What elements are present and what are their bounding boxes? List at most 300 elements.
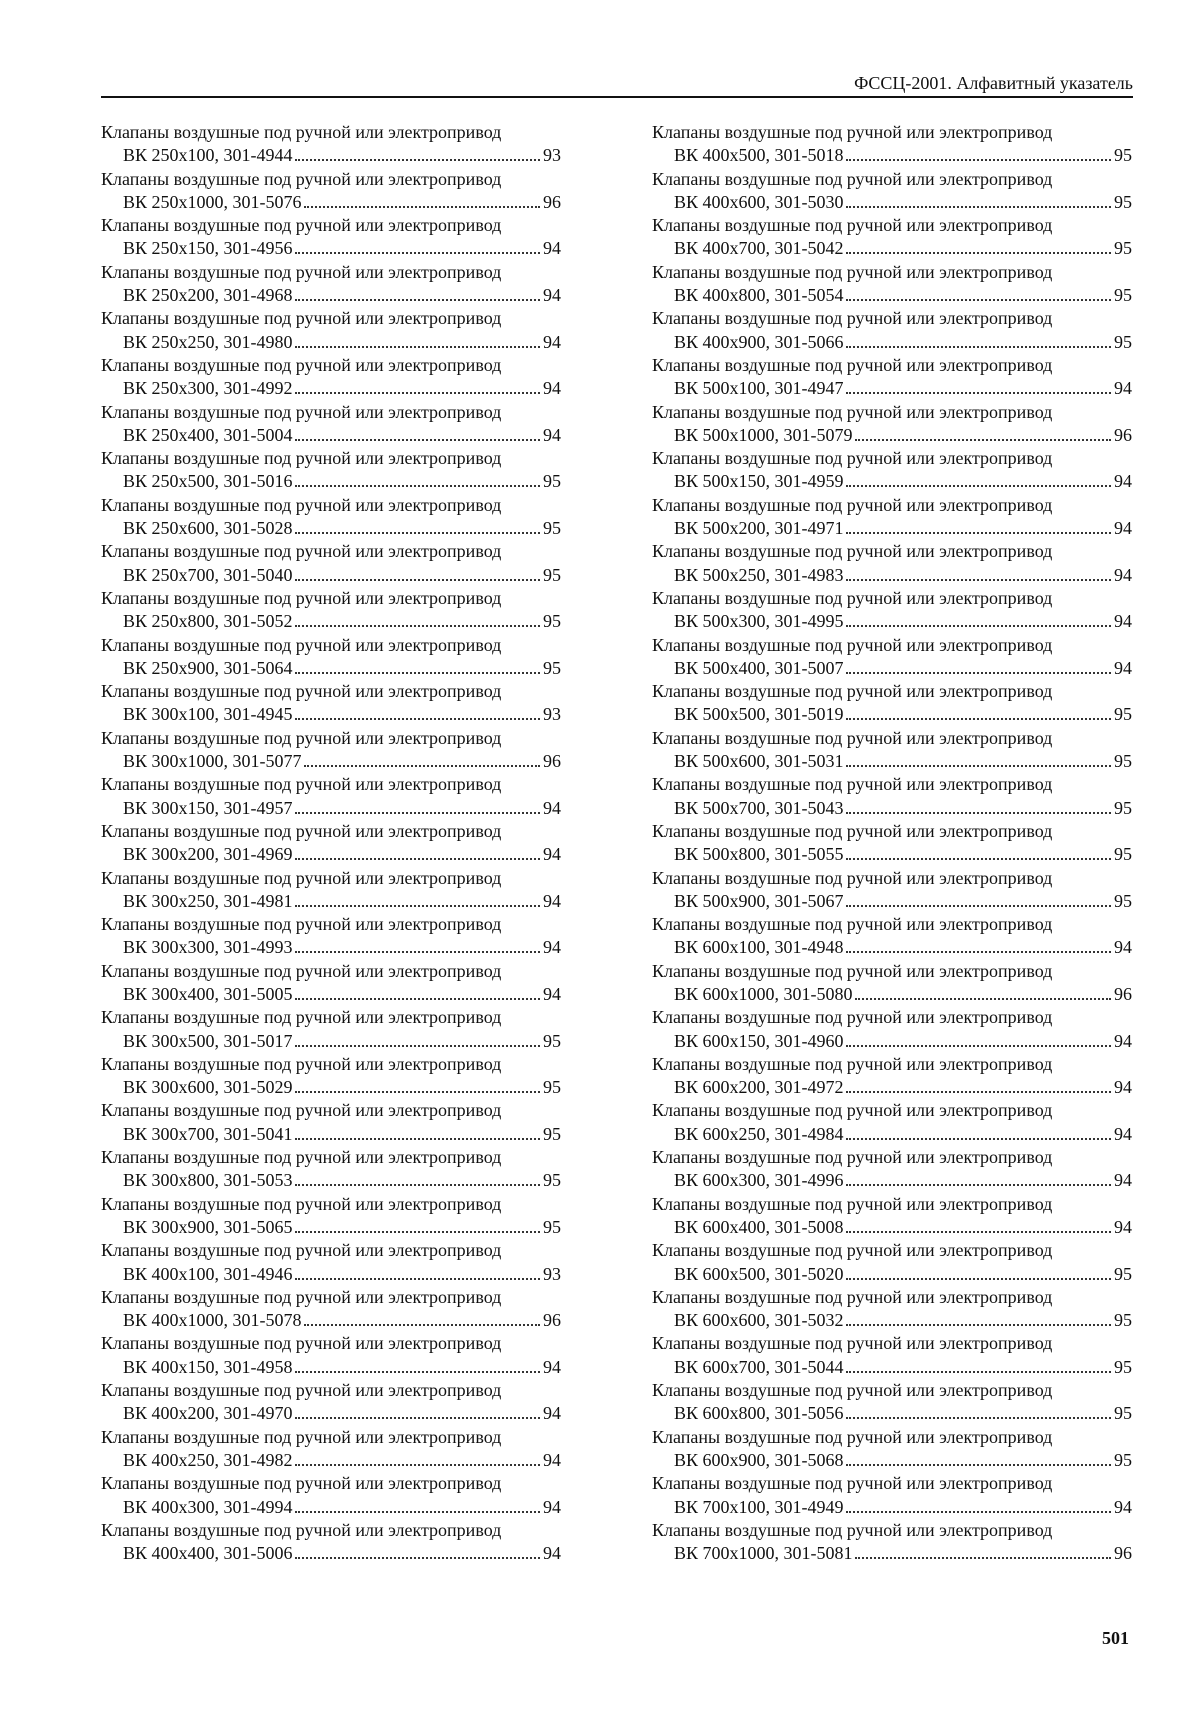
entry-code: ВК 300х1000, 301-5077 — [123, 751, 302, 772]
entry-name: Клапаны воздушные под ручной или электропривод — [652, 1333, 1053, 1354]
entry-page-ref: 95 — [1114, 191, 1132, 212]
entry-code: ВК 500х900, 301-5067 — [674, 890, 844, 911]
entry-reference-line — [652, 703, 1132, 726]
dot-leader — [295, 532, 540, 534]
entry-reference-line — [101, 144, 561, 167]
dot-leader — [846, 625, 1111, 627]
entry-name: Клапаны воздушные под ручной или электропривод — [101, 1007, 502, 1028]
entry-reference-line — [652, 1076, 1132, 1099]
entry-page-ref: 95 — [543, 1077, 561, 1098]
entry-reference-line — [101, 1449, 561, 1472]
entry-code: ВК 250х500, 301-5016 — [123, 471, 293, 492]
entry-code: ВК 400х500, 301-5018 — [674, 145, 844, 166]
entry-page-ref: 94 — [543, 890, 561, 911]
dot-leader — [846, 392, 1111, 394]
index-entry — [652, 121, 1132, 168]
entry-name: Клапаны воздушные под ручной или электропривод — [101, 867, 502, 888]
entry-page-ref: 94 — [1114, 1170, 1132, 1191]
entry-name: Клапаны воздушные под ручной или электропривод — [652, 1240, 1053, 1261]
entry-reference-line — [101, 1076, 561, 1099]
index-entry — [652, 540, 1132, 587]
index-entry — [101, 634, 561, 681]
index-entry — [652, 960, 1132, 1007]
entry-reference-line — [652, 564, 1132, 587]
index-entry — [652, 401, 1132, 448]
entry-page-ref: 95 — [543, 1216, 561, 1237]
entry-code: ВК 500х150, 301-4959 — [674, 471, 844, 492]
index-entry — [652, 773, 1132, 820]
entry-reference-line — [652, 237, 1132, 260]
index-entry — [652, 214, 1132, 261]
entry-code: ВК 250х300, 301-4992 — [123, 378, 293, 399]
entry-page-ref: 96 — [1114, 1543, 1132, 1564]
entry-reference-line — [652, 610, 1132, 633]
entry-page-ref: 94 — [543, 285, 561, 306]
entry-code: ВК 400х600, 301-5030 — [674, 191, 844, 212]
entry-name: Клапаны воздушные под ручной или электропривод — [101, 1240, 502, 1261]
entry-page-ref: 93 — [543, 1263, 561, 1284]
entry-reference-line — [101, 1169, 561, 1192]
dot-leader — [295, 672, 540, 674]
index-entry — [101, 680, 561, 727]
entry-name: Клапаны воздушные под ручной или электропривод — [101, 1380, 502, 1401]
entry-page-ref: 95 — [543, 1123, 561, 1144]
entry-code: ВК 600х800, 301-5056 — [674, 1403, 844, 1424]
dot-leader — [846, 1371, 1111, 1373]
entry-reference-line — [101, 890, 561, 913]
entry-page-ref: 94 — [543, 331, 561, 352]
index-entry — [652, 913, 1132, 960]
index-entry — [652, 1472, 1132, 1519]
entry-name: Клапаны воздушные под ручной или электропривод — [101, 634, 502, 655]
entry-code: ВК 300х300, 301-4993 — [123, 937, 293, 958]
index-entry — [652, 1193, 1132, 1240]
index-entry — [101, 261, 561, 308]
dot-leader — [846, 1324, 1111, 1326]
dot-leader — [846, 1045, 1111, 1047]
index-entry — [101, 307, 561, 354]
entry-name: Клапаны воздушные под ручной или электропривод — [652, 541, 1053, 562]
index-entry — [101, 1053, 561, 1100]
entry-name: Клапаны воздушные под ручной или электропривод — [652, 1426, 1053, 1447]
page-number: 501 — [1102, 1628, 1129, 1648]
dot-leader — [295, 905, 540, 907]
index-entry — [652, 494, 1132, 541]
entry-page-ref: 95 — [1114, 1403, 1132, 1424]
entry-page-ref: 94 — [1114, 611, 1132, 632]
index-entry — [101, 1519, 561, 1566]
index-entry — [652, 1426, 1132, 1473]
entry-page-ref: 95 — [1114, 285, 1132, 306]
dot-leader — [846, 299, 1111, 301]
index-column-left — [101, 121, 561, 1565]
running-header — [101, 70, 1133, 98]
entry-page-ref: 94 — [543, 1543, 561, 1564]
entry-code: ВК 700х1000, 301-5081 — [674, 1543, 853, 1564]
entry-reference-line — [101, 191, 561, 214]
dot-leader — [295, 485, 540, 487]
entry-name: Клапаны воздушные под ручной или электропривод — [652, 1053, 1053, 1074]
entry-page-ref: 95 — [1114, 704, 1132, 725]
entry-name: Клапаны воздушные под ручной или электропривод — [652, 914, 1053, 935]
entry-code: ВК 300х200, 301-4969 — [123, 844, 293, 865]
dot-leader — [304, 1324, 540, 1326]
index-entry — [101, 587, 561, 634]
entry-reference-line — [652, 843, 1132, 866]
index-entry — [101, 1379, 561, 1426]
dot-leader — [846, 579, 1111, 581]
entry-reference-line — [101, 284, 561, 307]
dot-leader — [846, 858, 1111, 860]
entry-reference-line — [101, 424, 561, 447]
index-entry — [101, 447, 561, 494]
entry-page-ref: 94 — [543, 1449, 561, 1470]
entry-name: Клапаны воздушные под ручной или электропривод — [652, 1147, 1053, 1168]
entry-name: Клапаны воздушные под ручной или электропривод — [652, 215, 1053, 236]
entry-reference-line — [652, 1542, 1132, 1565]
entry-code: ВК 500х300, 301-4995 — [674, 611, 844, 632]
entry-name: Клапаны воздушные под ручной или электропривод — [652, 1193, 1053, 1214]
entry-reference-line — [652, 1263, 1132, 1286]
entry-code: ВК 500х400, 301-5007 — [674, 657, 844, 678]
entry-reference-line — [652, 470, 1132, 493]
dot-leader — [295, 1091, 540, 1093]
dot-leader — [295, 346, 540, 348]
entry-name: Клапаны воздушные под ручной или электропривод — [101, 1193, 502, 1214]
index-entry — [652, 1053, 1132, 1100]
dot-leader — [846, 159, 1111, 161]
entry-page-ref: 95 — [1114, 890, 1132, 911]
dot-leader — [295, 718, 540, 720]
entry-reference-line — [101, 237, 561, 260]
entry-page-ref: 94 — [1114, 518, 1132, 539]
entry-name: Клапаны воздушные под ручной или электропривод — [652, 1473, 1053, 1494]
entry-reference-line — [652, 1496, 1132, 1519]
entry-code: ВК 600х300, 301-4996 — [674, 1170, 844, 1191]
index-entry — [652, 1519, 1132, 1566]
entry-code: ВК 250х1000, 301-5076 — [123, 191, 302, 212]
entry-page-ref: 94 — [543, 378, 561, 399]
entry-reference-line — [101, 1309, 561, 1332]
dot-leader — [846, 485, 1111, 487]
entry-name: Клапаны воздушные под ручной или электропривод — [101, 774, 502, 795]
index-entry — [652, 1146, 1132, 1193]
index-entry — [652, 307, 1132, 354]
entry-reference-line — [101, 1123, 561, 1146]
dot-leader — [846, 346, 1111, 348]
entry-code: ВК 400х400, 301-5006 — [123, 1543, 293, 1564]
index-entry — [101, 1426, 561, 1473]
dot-leader — [295, 625, 540, 627]
dot-leader — [295, 439, 540, 441]
dot-leader — [295, 1417, 540, 1419]
dot-leader — [295, 252, 540, 254]
entry-code: ВК 250х600, 301-5028 — [123, 518, 293, 539]
dot-leader — [846, 1231, 1111, 1233]
index-entry — [101, 1472, 561, 1519]
index-entry — [652, 1239, 1132, 1286]
entry-code: ВК 500х500, 301-5019 — [674, 704, 844, 725]
entry-name: Клапаны воздушные под ручной или электропривод — [652, 681, 1053, 702]
entry-page-ref: 94 — [543, 1403, 561, 1424]
entry-reference-line — [101, 703, 561, 726]
entry-page-ref: 94 — [1114, 1496, 1132, 1517]
entry-name: Клапаны воздушные под ручной или электропривод — [652, 308, 1053, 329]
index-entry — [652, 1099, 1132, 1146]
dot-leader — [295, 1138, 540, 1140]
entry-page-ref: 96 — [1114, 424, 1132, 445]
entry-page-ref: 94 — [543, 424, 561, 445]
entry-code: ВК 300х250, 301-4981 — [123, 890, 293, 911]
entry-page-ref: 95 — [543, 1170, 561, 1191]
entry-page-ref: 95 — [1114, 797, 1132, 818]
entry-code: ВК 300х700, 301-5041 — [123, 1123, 293, 1144]
entry-reference-line — [101, 1542, 561, 1565]
entry-name: Клапаны воздушные под ручной или электропривод — [101, 1519, 502, 1540]
entry-code: ВК 250х400, 301-5004 — [123, 424, 293, 445]
entry-page-ref: 95 — [1114, 844, 1132, 865]
index-entry — [101, 773, 561, 820]
entry-code: ВК 600х1000, 301-5080 — [674, 983, 853, 1004]
entry-code: ВК 250х200, 301-4968 — [123, 285, 293, 306]
entry-name: Клапаны воздушные под ручной или электропривод — [652, 960, 1053, 981]
index-entry — [101, 913, 561, 960]
entry-reference-line — [101, 1030, 561, 1053]
entry-code: ВК 600х400, 301-5008 — [674, 1216, 844, 1237]
entry-name: Клапаны воздушные под ручной или электропривод — [101, 587, 502, 608]
dot-leader — [304, 206, 540, 208]
index-entry — [101, 1099, 561, 1146]
entry-code: ВК 600х600, 301-5032 — [674, 1310, 844, 1331]
dot-leader — [846, 672, 1111, 674]
index-entry — [101, 540, 561, 587]
index-entry — [652, 1332, 1132, 1379]
entry-reference-line — [101, 657, 561, 680]
entry-code: ВК 400х100, 301-4946 — [123, 1263, 293, 1284]
entry-code: ВК 400х150, 301-4958 — [123, 1356, 293, 1377]
entry-code: ВК 700х100, 301-4949 — [674, 1496, 844, 1517]
entry-reference-line — [101, 610, 561, 633]
entry-page-ref: 94 — [1114, 657, 1132, 678]
dot-leader — [295, 812, 540, 814]
index-entry — [101, 960, 561, 1007]
entry-reference-line — [652, 983, 1132, 1006]
entry-reference-line — [101, 517, 561, 540]
entry-name: Клапаны воздушные под ручной или электропривод — [652, 634, 1053, 655]
entry-name: Клапаны воздушные под ручной или электропривод — [101, 914, 502, 935]
dot-leader — [855, 998, 1111, 1000]
dot-leader — [295, 159, 540, 161]
entry-page-ref: 94 — [543, 1496, 561, 1517]
entry-code: ВК 400х800, 301-5054 — [674, 285, 844, 306]
entry-reference-line — [652, 890, 1132, 913]
index-entry — [652, 867, 1132, 914]
index-entry — [101, 494, 561, 541]
dot-leader — [846, 1184, 1111, 1186]
entry-reference-line — [101, 331, 561, 354]
entry-reference-line — [652, 1216, 1132, 1239]
dot-leader — [846, 765, 1111, 767]
entry-name: Клапаны воздушные под ручной или электропривод — [101, 1100, 502, 1121]
entry-reference-line — [101, 470, 561, 493]
entry-code: ВК 600х250, 301-4984 — [674, 1123, 844, 1144]
index-entry — [101, 121, 561, 168]
entry-code: ВК 250х150, 301-4956 — [123, 238, 293, 259]
entry-page-ref: 94 — [1114, 937, 1132, 958]
entry-code: ВК 250х100, 301-4944 — [123, 145, 293, 166]
entry-page-ref: 96 — [543, 191, 561, 212]
entry-name: Клапаны воздушные под ручной или электропривод — [101, 448, 502, 469]
entry-page-ref: 95 — [543, 611, 561, 632]
entry-name: Клапаны воздушные под ручной или электропривод — [101, 168, 502, 189]
dot-leader — [855, 1557, 1111, 1559]
entry-code: ВК 500х1000, 301-5079 — [674, 424, 853, 445]
entry-code: ВК 250х800, 301-5052 — [123, 611, 293, 632]
entry-name: Клапаны воздушные под ручной или электропривод — [101, 1473, 502, 1494]
index-entry — [652, 168, 1132, 215]
dot-leader — [295, 951, 540, 953]
entry-name: Клапаны воздушные под ручной или электропривод — [101, 354, 502, 375]
entry-code: ВК 250х700, 301-5040 — [123, 564, 293, 585]
index-entry — [652, 1379, 1132, 1426]
entry-reference-line — [101, 843, 561, 866]
index-entry — [652, 587, 1132, 634]
entry-page-ref: 94 — [1114, 564, 1132, 585]
entry-code: ВК 250х900, 301-5064 — [123, 657, 293, 678]
entry-code: ВК 500х600, 301-5031 — [674, 751, 844, 772]
dot-leader — [295, 1184, 540, 1186]
entry-page-ref: 94 — [543, 1356, 561, 1377]
dot-leader — [846, 1278, 1111, 1280]
entry-name: Клапаны воздушные под ручной или электропривод — [652, 867, 1053, 888]
index-entry — [652, 261, 1132, 308]
entry-page-ref: 94 — [1114, 1077, 1132, 1098]
entry-reference-line — [652, 424, 1132, 447]
index-entry — [101, 214, 561, 261]
index-entry — [101, 1193, 561, 1240]
entry-reference-line — [101, 1263, 561, 1286]
entry-page-ref: 95 — [1114, 331, 1132, 352]
dot-leader — [846, 252, 1111, 254]
entry-name: Клапаны воздушные под ручной или электропривод — [652, 727, 1053, 748]
entry-page-ref: 95 — [1114, 1356, 1132, 1377]
dot-leader — [295, 1045, 540, 1047]
entry-page-ref: 96 — [1114, 983, 1132, 1004]
entry-reference-line — [101, 936, 561, 959]
entry-code: ВК 600х200, 301-4972 — [674, 1077, 844, 1098]
entry-page-ref: 95 — [543, 657, 561, 678]
entry-page-ref: 94 — [1114, 1123, 1132, 1144]
entry-page-ref: 93 — [543, 145, 561, 166]
entry-page-ref: 93 — [543, 704, 561, 725]
entry-reference-line — [652, 377, 1132, 400]
dot-leader — [846, 812, 1111, 814]
entry-page-ref: 95 — [1114, 145, 1132, 166]
entry-page-ref: 95 — [1114, 1310, 1132, 1331]
entry-page-ref: 94 — [1114, 1216, 1132, 1237]
dot-leader — [846, 1464, 1111, 1466]
entry-page-ref: 94 — [543, 937, 561, 958]
entry-name: Клапаны воздушные под ручной или электропривод — [652, 168, 1053, 189]
entry-reference-line — [101, 377, 561, 400]
entry-page-ref: 95 — [1114, 1449, 1132, 1470]
entry-code: ВК 600х500, 301-5020 — [674, 1263, 844, 1284]
dot-leader — [846, 1511, 1111, 1513]
dot-leader — [295, 1511, 540, 1513]
entry-reference-line — [101, 750, 561, 773]
entry-reference-line — [652, 1356, 1132, 1379]
index-entry — [652, 447, 1132, 494]
dot-leader — [295, 1278, 540, 1280]
entry-name: Клапаны воздушные под ручной или электропривод — [652, 494, 1053, 515]
index-entry — [101, 168, 561, 215]
entry-page-ref: 95 — [543, 1030, 561, 1051]
entry-page-ref: 94 — [1114, 471, 1132, 492]
dot-leader — [295, 1557, 540, 1559]
entry-page-ref: 96 — [543, 1310, 561, 1331]
entry-name: Клапаны воздушные под ручной или электропривод — [652, 1286, 1053, 1307]
entry-code: ВК 400х1000, 301-5078 — [123, 1310, 302, 1331]
entry-name: Клапаны воздушные под ручной или электропривод — [652, 1007, 1053, 1028]
entry-name: Клапаны воздушные под ручной или электропривод — [652, 261, 1053, 282]
entry-code: ВК 400х900, 301-5066 — [674, 331, 844, 352]
index-entry — [101, 1332, 561, 1379]
entry-name: Клапаны воздушные под ручной или электропривод — [101, 122, 502, 142]
dot-leader — [855, 439, 1111, 441]
entry-name: Клапаны воздушные под ручной или электропривод — [652, 354, 1053, 375]
dot-leader — [295, 998, 540, 1000]
entry-page-ref: 95 — [1114, 751, 1132, 772]
entry-reference-line — [652, 657, 1132, 680]
entry-name: Клапаны воздушные под ручной или электропривод — [101, 401, 502, 422]
entry-reference-line — [652, 144, 1132, 167]
index-entry — [101, 1006, 561, 1053]
entry-code: ВК 500х200, 301-4971 — [674, 518, 844, 539]
entry-code: ВК 600х900, 301-5068 — [674, 1449, 844, 1470]
index-entry — [101, 401, 561, 448]
entry-name: Клапаны воздушные под ручной или электропривод — [101, 820, 502, 841]
entry-name: Клапаны воздушные под ручной или электропривод — [101, 1147, 502, 1168]
entry-name: Клапаны воздушные под ручной или электропривод — [101, 308, 502, 329]
index-entry — [101, 820, 561, 867]
index-entry — [101, 1286, 561, 1333]
header-title: ФССЦ-2001. Алфавитный указатель — [854, 73, 1133, 93]
entry-page-ref: 95 — [543, 518, 561, 539]
dot-leader — [846, 1417, 1111, 1419]
entry-code: ВК 300х600, 301-5029 — [123, 1077, 293, 1098]
entry-code: ВК 600х150, 301-4960 — [674, 1030, 844, 1051]
entry-name: Клапаны воздушные под ручной или электропривод — [101, 1053, 502, 1074]
entry-name: Клапаны воздушные под ручной или электропривод — [652, 1100, 1053, 1121]
entry-reference-line — [652, 1309, 1132, 1332]
dot-leader — [846, 1091, 1111, 1093]
entry-name: Клапаны воздушные под ручной или электропривод — [652, 401, 1053, 422]
entry-reference-line — [652, 797, 1132, 820]
index-entry — [101, 867, 561, 914]
entry-code: ВК 500х700, 301-5043 — [674, 797, 844, 818]
entry-reference-line — [101, 1356, 561, 1379]
entry-reference-line — [101, 797, 561, 820]
index-entry — [652, 727, 1132, 774]
entry-code: ВК 300х100, 301-4945 — [123, 704, 293, 725]
entry-page-ref: 95 — [1114, 1263, 1132, 1284]
entry-code: ВК 300х150, 301-4957 — [123, 797, 293, 818]
dot-leader — [846, 951, 1111, 953]
entry-page-ref: 95 — [1114, 238, 1132, 259]
entry-name: Клапаны воздушные под ручной или электропривод — [101, 1286, 502, 1307]
dot-leader — [846, 1138, 1111, 1140]
entry-code: ВК 500х800, 301-5055 — [674, 844, 844, 865]
